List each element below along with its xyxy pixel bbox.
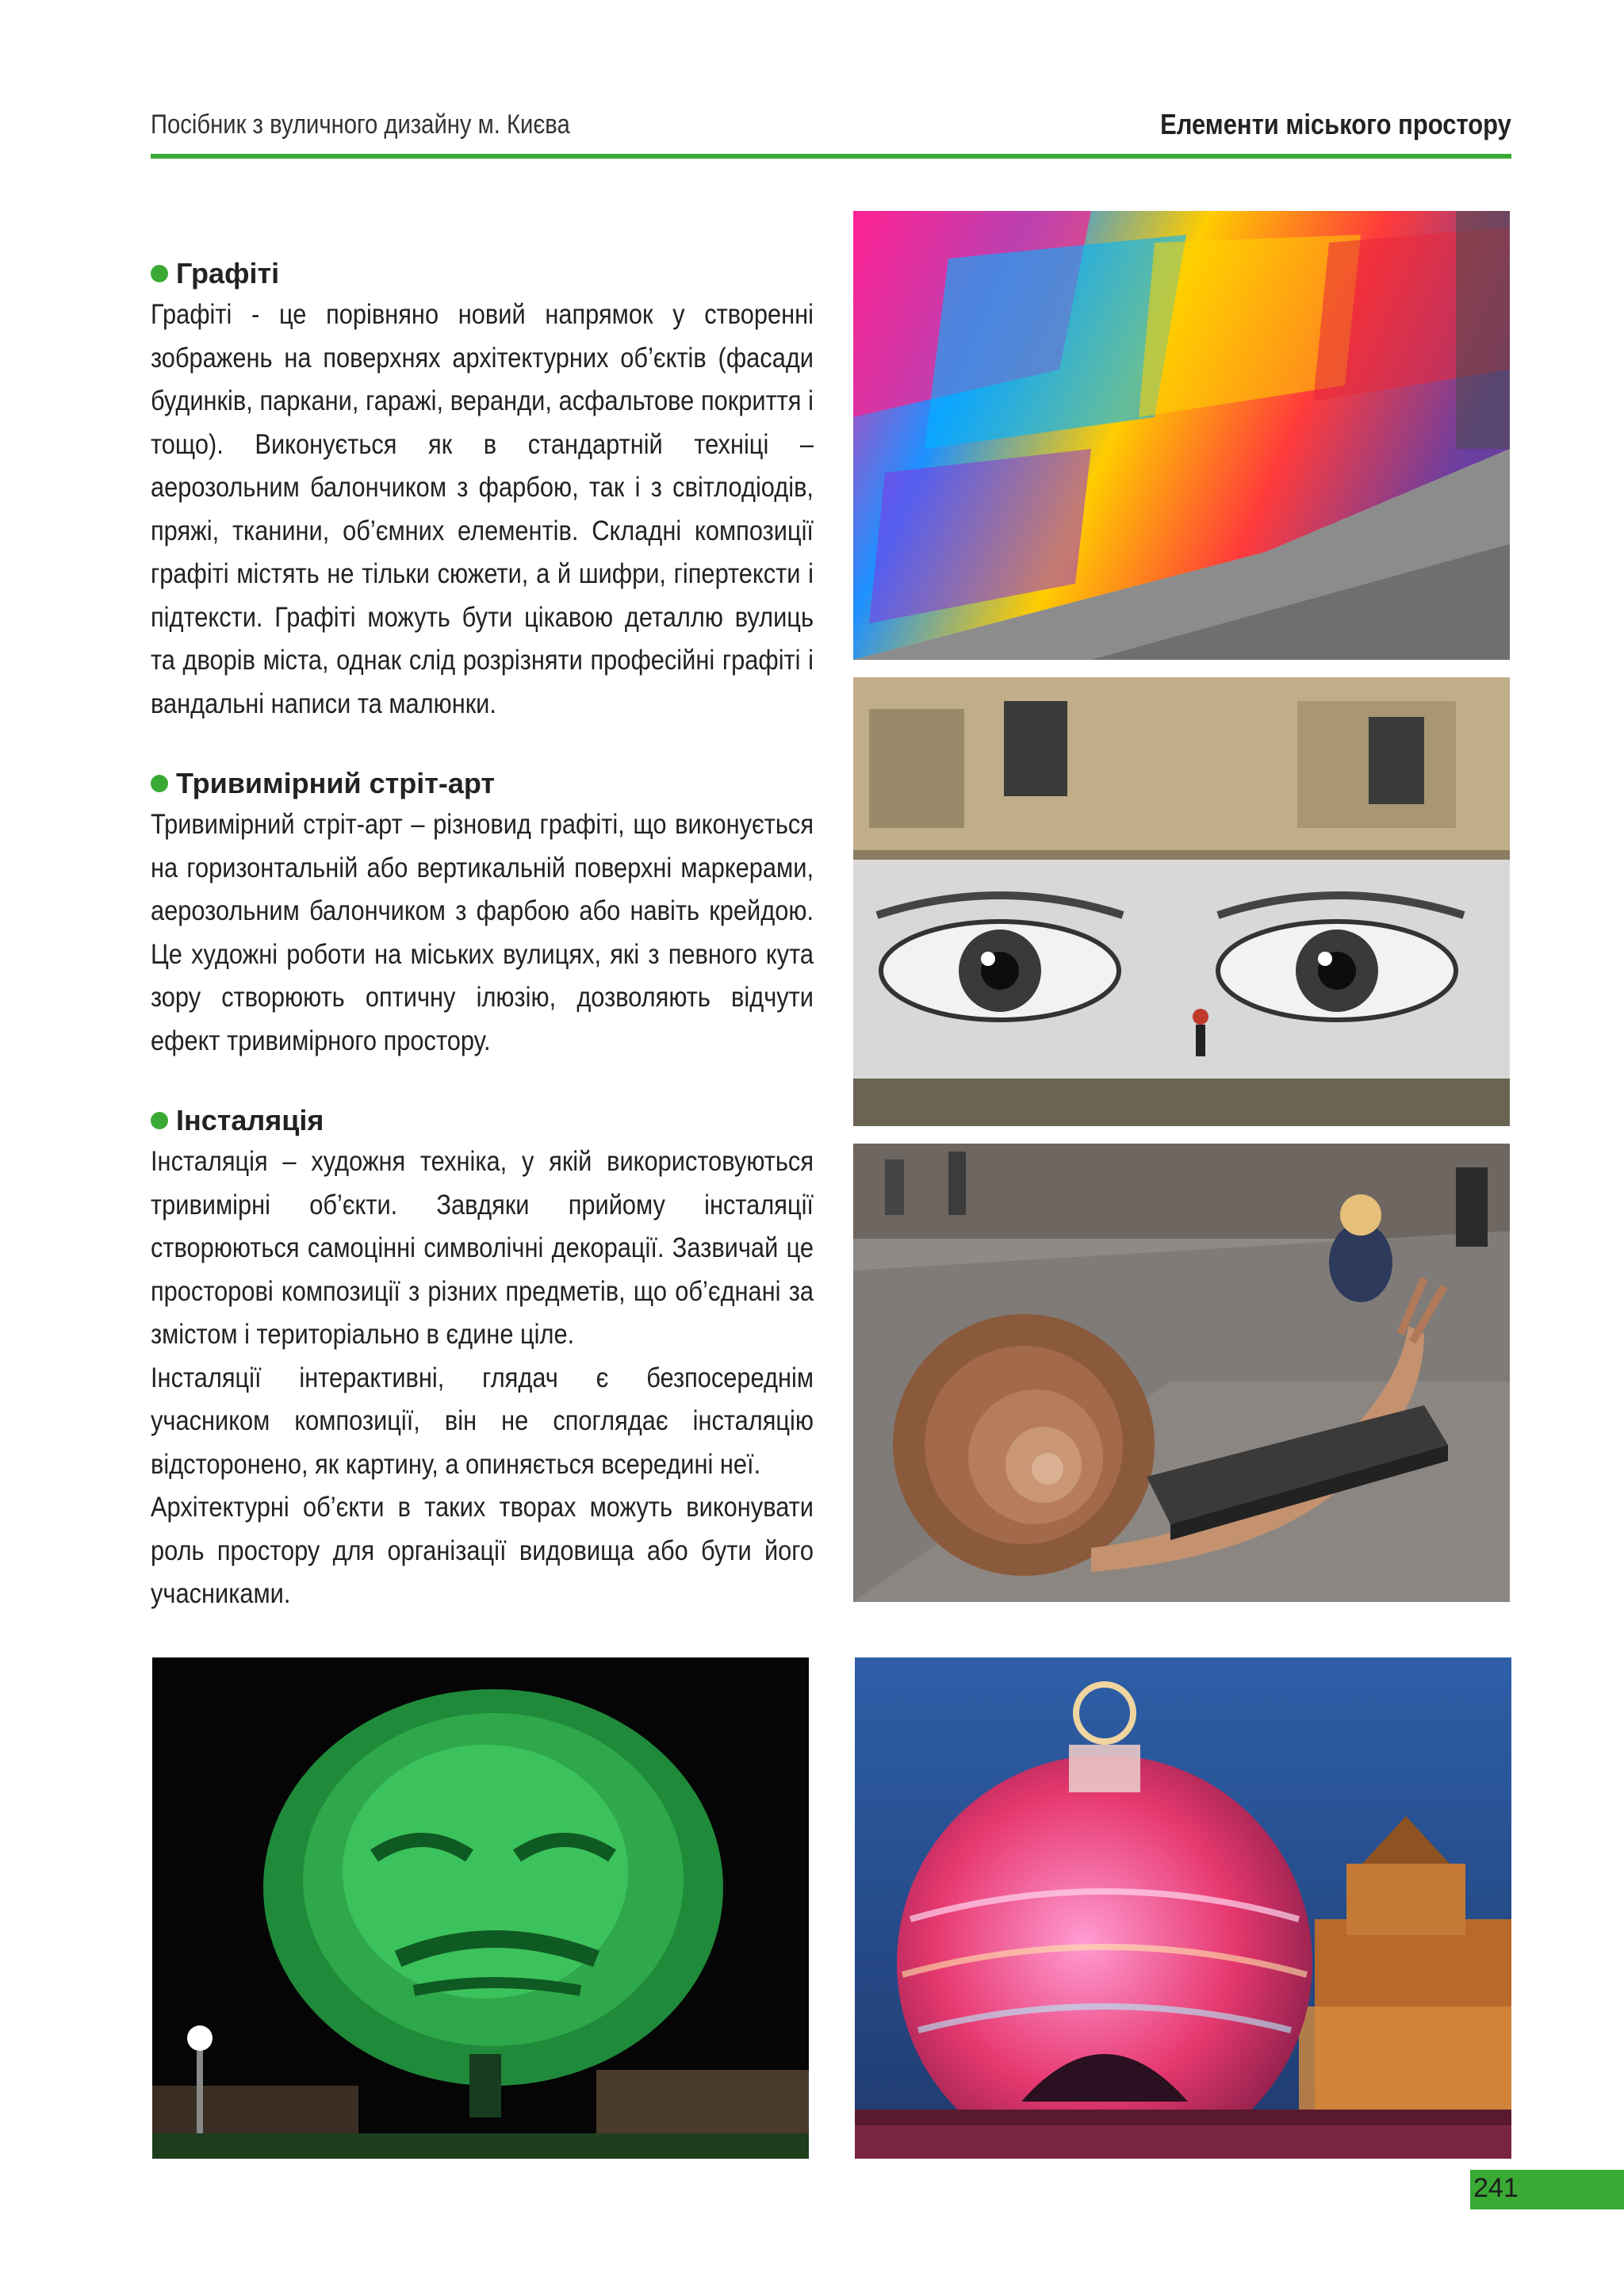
section-installation: [151, 1101, 814, 1616]
green-bullet-icon: [151, 1112, 168, 1129]
green-bullet-icon: [151, 775, 168, 792]
header-divider: [151, 154, 1511, 159]
green-bullet-icon: [151, 265, 168, 282]
graffiti-wall-photo: [853, 211, 1510, 660]
section-paragraph: Архітектурні об’єкти в таких творах можуть виконувати роль простору для організації видовища або бути його учасниками.: [151, 1492, 814, 1609]
section-3d-street-art: [151, 764, 814, 1063]
snail-street-art-photo: [853, 1144, 1510, 1602]
page-number: 241: [1473, 2173, 1519, 2203]
header-document-title: Посібник з вуличного дизайну м. Києва: [151, 109, 570, 140]
text-column: [151, 254, 814, 1654]
section-paragraph: Інсталяція – художня техніка, у якій використовуються тривимірні об’єкти. Завдяки прийому інсталяції створюються самоцінні символічні декорації. Зазвичай це просторові композиції з різних предметів, що об’єднані за змістом і територіально в єдине ціле.: [151, 1146, 814, 1350]
eyes-street-art-photo: [853, 677, 1510, 1126]
section-title: Інсталяція: [176, 1104, 324, 1136]
projected-tree-face-photo: [152, 1657, 809, 2159]
section-paragraph: Інсталяції інтерактивні, глядач є безпосереднім учасником композиції, він не споглядає інсталяцію відсторонено, як картину, а опиняється всередині неї.: [151, 1362, 814, 1480]
giant-ornament-installation-photo: [855, 1657, 1511, 2159]
header-section-title: Елементи міського простору: [1160, 108, 1511, 140]
section-paragraph: Тривимірний стріт-арт – різновид графіті, що виконується на горизонтальній або вертикальній поверхні маркерами, аерозольним балончиком з фарбою або навіть крейдою. Це художні роботи на міських вулицях, які з певного кута зору створюють оптичну ілюзію, дозволяють відчути ефект тривимірного простору.: [151, 809, 814, 1056]
section-graffiti: [151, 254, 814, 726]
section-title: Тривимірний стріт-арт: [176, 767, 496, 799]
section-title: Графіті: [176, 257, 280, 289]
section-paragraph: Графіті - це порівняно новий напрямок у створенні зображень на поверхнях архітектурних об’єктів (фасади будинків, паркани, гаражі, веранди, асфальтове покриття і тощо). Виконується як в стандартній техніці – аерозольним балончиком з фарбою, так і з світлодіодів, пряжі, тканини, об’ємних елементів. Складні композиції графіті містять не тільки сюжети, а й шифри, гіпертексти і підтексти. Графіті можуть бути цікавою деталлю вулиць та дворів міста, однак слід розрізняти професійні графіті і вандальні написи та малюнки.: [151, 299, 814, 719]
